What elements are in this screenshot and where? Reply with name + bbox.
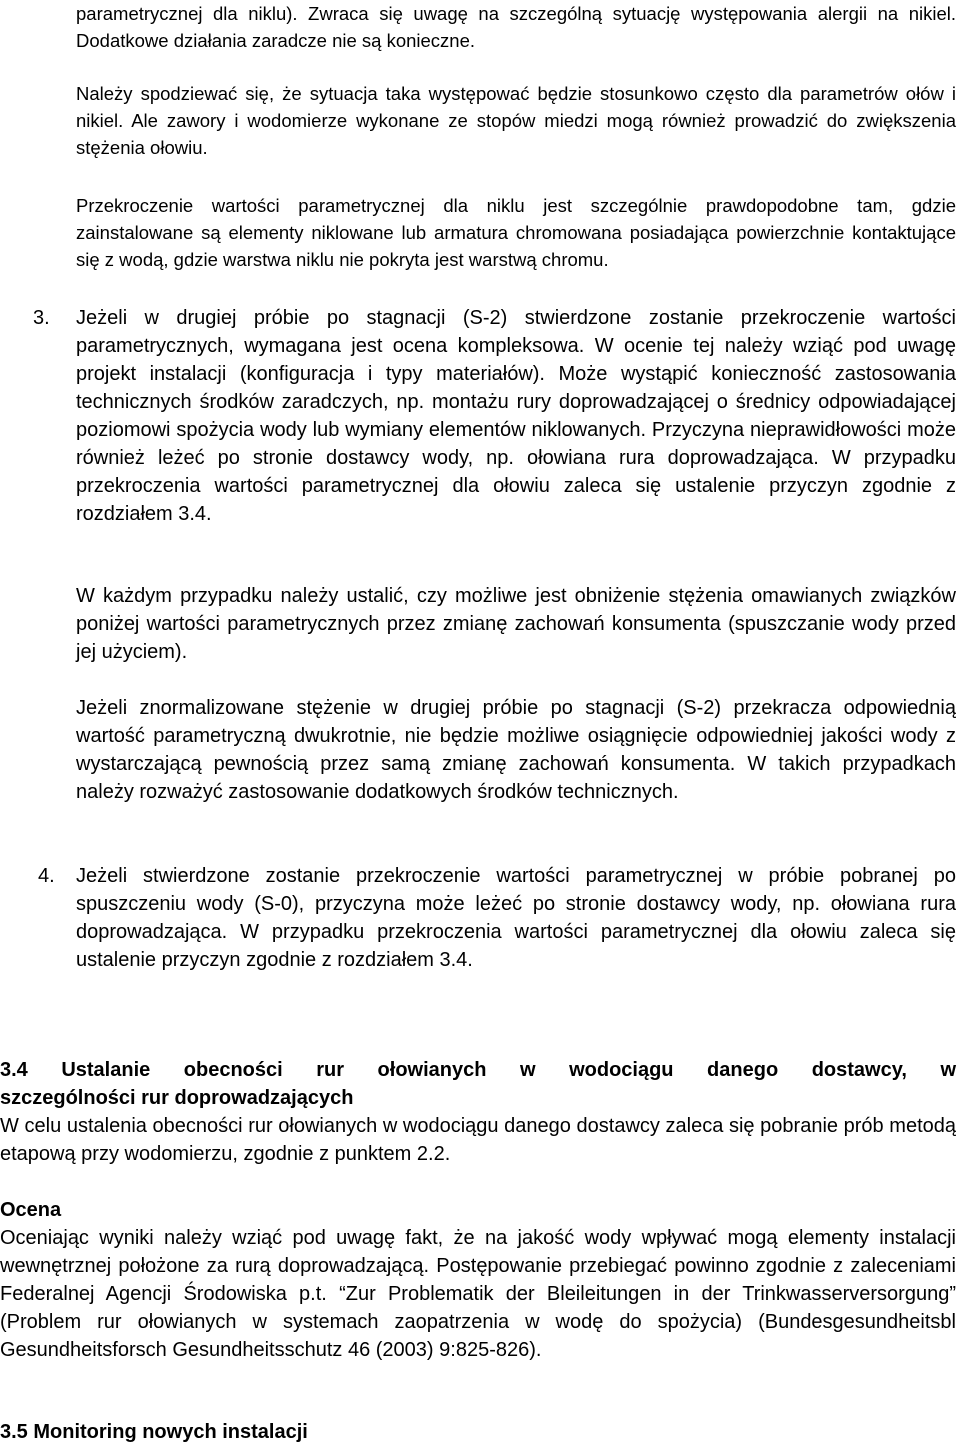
paragraph-nickel-exceedance: Przekroczenie wartości parametrycznej dla niklu jest szczególnie prawdopodobne tam, gdzie zainstalowane są elementy niklowane lub armatura chromowana posiadająca powierzchnie kontaktujące się z wodą, gdzie warstwa niklu nie pokryta jest warstwą chromu. <box>76 195 956 270</box>
section-3-4-heading-line-2: szczególności rur doprowadzających <box>0 1087 354 1109</box>
item-4-number: 4. <box>38 865 55 887</box>
item-3-paragraph-2: W każdym przypadku należy ustalić, czy możliwe jest obniżenie stężenia omawianych związków poniżej wartości parametrycznych przez zmianę zachowań konsumenta (spuszczanie wody przed jej użyciem). <box>76 585 956 663</box>
paragraph-nickel-allergy: parametrycznej dla niklu). Zwraca się uwagę na szczególną sytuację występowania alergii na nikiel. Dodatkowe działania zaradcze nie są konieczne. <box>76 3 956 51</box>
section-3-4-heading-line-1: 3.4 Ustalanie obecności rur ołowianych w wodociągu danego dostawcy, w <box>0 1059 956 1081</box>
ocena-heading: Ocena <box>0 1199 62 1221</box>
item-3-text: Jeżeli w drugiej próbie po stagnacji (S-2) stwierdzone zostanie przekroczenie wartości parametrycznych, wymagana jest ocena kompleksowa. W ocenie tej należy wziąć pod uwagę projekt instalacji (konfiguracja i typy materiałów). Może wystąpić konieczność zastosowania technicznych środków zaradczych, np. montażu rury doprowadzającej o średnicy odpowiadającej poziomowi spożycia wody lub wymiany elementów niklowanych. Przyczyna nieprawidłowości może również leżeć po stronie dostawcy wody, np. ołowiana rura doprowadzająca. W przypadku przekroczenia wartości parametrycznej dla ołowiu zaleca się ustalenie przyczyn zgodnie z rozdziałem 3.4. <box>76 307 956 525</box>
item-4-text: Jeżeli stwierdzone zostanie przekroczenie wartości parametrycznej w próbie pobranej po spuszczeniu wody (S-0), przyczyna może leżeć po stronie dostawcy wody, np. ołowiana rura doprowadzająca. W przypadku przekroczenia wartości parametrycznej dla ołowiu zaleca się ustalenie przyczyn zgodnie z rozdziałem 3.4. <box>76 865 956 971</box>
section-3-5-heading: 3.5 Monitoring nowych instalacji <box>0 1421 308 1443</box>
item-3-paragraph-3: Jeżeli znormalizowane stężenie w drugiej próbie po stagnacji (S-2) przekracza odpowiednią wartość parametryczną dwukrotnie, nie będzie możliwe osiągnięcie odpowiedniej jakości wody z wystarczającą pewnością przez samą zmianę zachowań konsumenta. W takich przypadkach należy rozważyć zastosowanie dodatkowych środków technicznych. <box>76 697 956 803</box>
ocena-text: Oceniając wyniki należy wziąć pod uwagę fakt, że na jakość wody wpływać mogą elementy instalacji wewnętrznej położone za rurą doprowadzającą. Postępowanie przebiegać powinno zgodnie z zaleceniami Federalnej Agencji Środowiska p.t. “Zur Problematik der Bleileitungen in der Trinkwasserversorgung” (Problem rur ołowianych w systemach zaopatrzenia w wodę do spożycia) (Bundesgesundheitsbl Gesundheitsforsch Gesundheitsschutz 46 (2003) 9:825-826). <box>0 1227 956 1361</box>
paragraph-lead-nickel: Należy spodziewać się, że sytuacja taka występować będzie stosunkowo często dla parametrów ołów i nikiel. Ale zawory i wodomierze wykonane ze stopów miedzi mogą również prowadzić do zwiększenia stężenia ołowiu. <box>76 83 956 158</box>
section-3-4-text: W celu ustalenia obecności rur ołowianych w wodociągu danego dostawcy zaleca się pobranie prób metodą etapową przy wodomierzu, zgodnie z punktem 2.2. <box>0 1115 956 1165</box>
item-3-number: 3. <box>33 307 50 329</box>
